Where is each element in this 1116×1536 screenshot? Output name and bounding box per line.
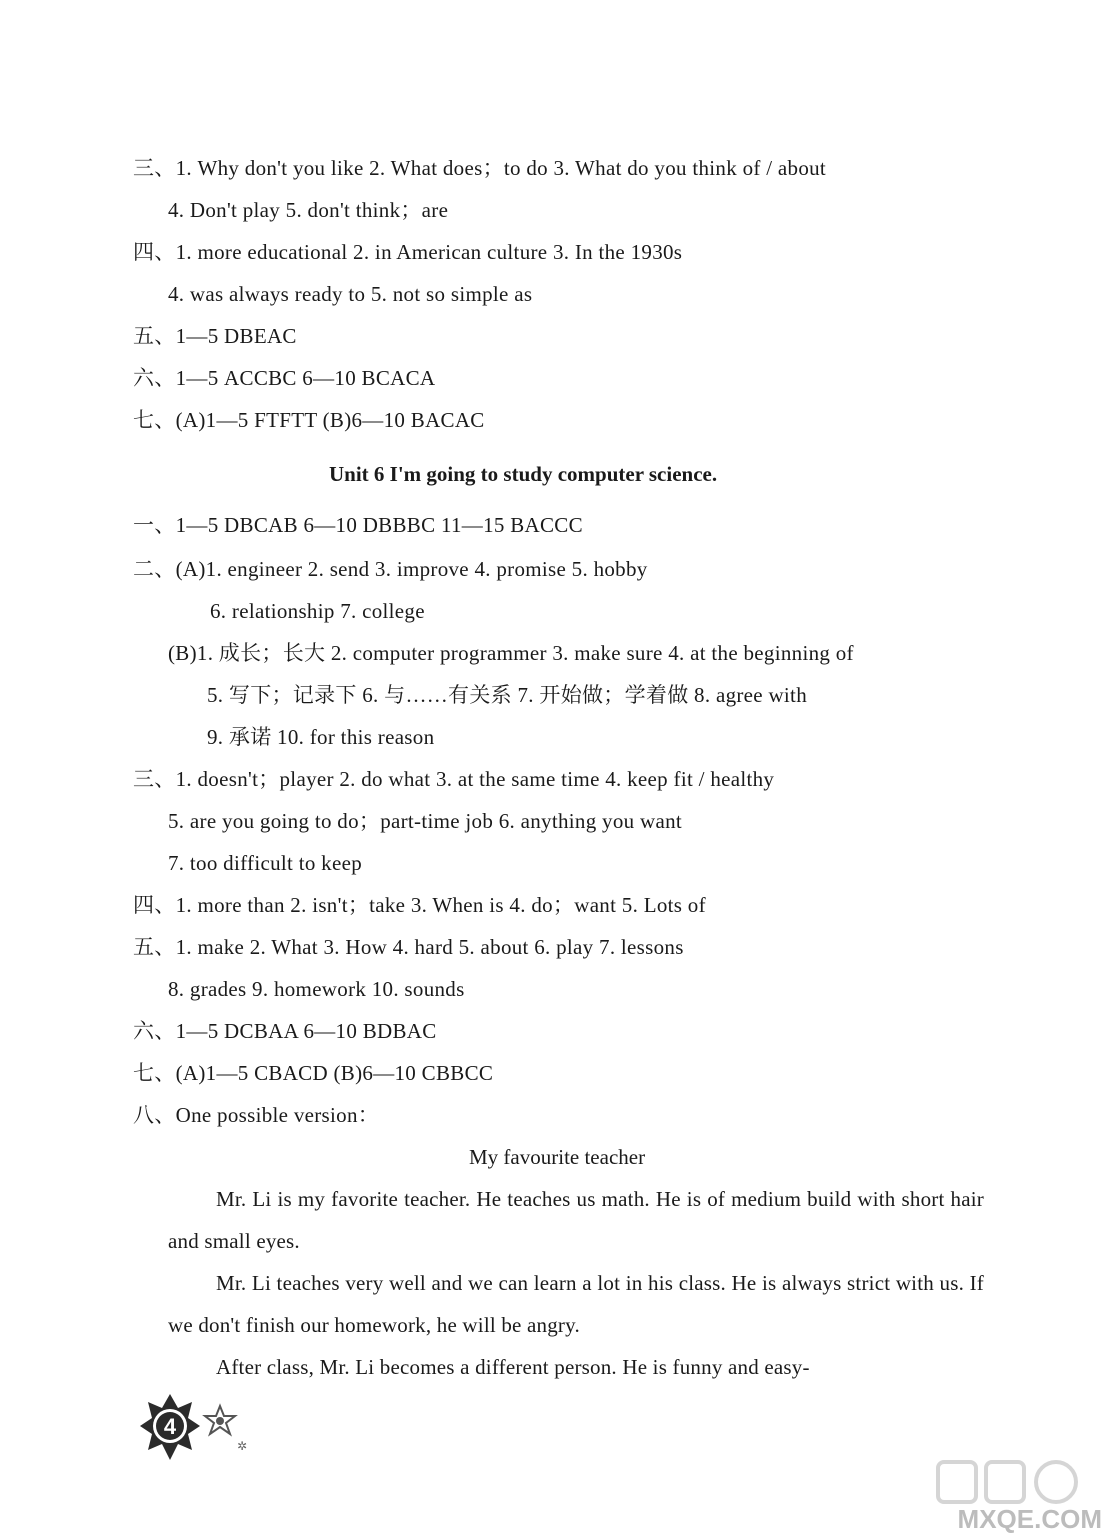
unit6-section-3-cont: 5. are you going to do；part-time job 6. anything you want: [168, 809, 683, 833]
unit6-section-2a-cont: 6. relationship 7. college: [210, 599, 425, 623]
unit-title: Unit 6 I'm going to study computer science.: [329, 462, 718, 486]
unit6-section-3-cont2: 7. too difficult to keep: [168, 851, 363, 875]
unit6-section-5-cont: 8. grades 9. homework 10. sounds: [168, 977, 465, 1001]
watermark-glyph-icon: [938, 1462, 1076, 1502]
unit6-section-6: 六、1—5 DCBAA 6—10 BDBAC: [133, 1019, 437, 1043]
section-3-line-cont: 4. Don't play 5. don't think；are: [168, 198, 449, 222]
unit6-section-2a: 二、(A)1. engineer 2. send 3. improve 4. promise 5. hobby: [133, 557, 648, 581]
page-number: 4: [163, 1414, 177, 1439]
section-4-line-cont: 4. was always ready to 5. not so simple as: [168, 282, 533, 306]
small-star-icon: ✲: [237, 1439, 248, 1453]
star-icon: [205, 1406, 235, 1434]
section-6-line: 六、1—5 ACCBC 6—10 BCACA: [133, 366, 436, 390]
unit6-section-5: 五、1. make 2. What 3. How 4. hard 5. about 6. play 7. lessons: [133, 935, 684, 959]
unit6-section-2b-cont2: 9. 承诺 10. for this reason: [207, 725, 435, 749]
essay-paragraph-3: After class, Mr. Li becomes a different person. He is funny and easy-: [216, 1355, 810, 1379]
essay-paragraph-2: Mr. Li teaches very well and we can learn a lot in his class. He is always strict with us. If we don't finish our homework, he will be angry.: [168, 1271, 984, 1337]
unit6-section-4: 四、1. more than 2. isn't；take 3. When is 4. do；want 5. Lots of: [133, 893, 706, 917]
unit6-section-2b-cont: 5. 写下；记录下 6. 与……有关系 7. 开始做；学着做 8. agree with: [207, 683, 807, 707]
page-number-badge: [140, 1388, 260, 1468]
unit6-section-3: 三、1. doesn't；player 2. do what 3. at the same time 4. keep fit / healthy: [133, 767, 775, 791]
section-5-line: 五、1—5 DBEAC: [133, 324, 297, 348]
unit6-section-1: 一、1—5 DBCAB 6—10 DBBBC 11—15 BACCC: [133, 513, 583, 537]
essay-title: My favourite teacher: [469, 1145, 646, 1169]
unit6-section-2b: (B)1. 成长；长大 2. computer programmer 3. make sure 4. at the beginning of: [168, 641, 854, 665]
section-7-line: 七、(A)1—5 FTFTT (B)6—10 BACAC: [133, 408, 485, 432]
section-4-line: 四、1. more educational 2. in American culture 3. In the 1930s: [133, 240, 683, 264]
watermark-logo: [868, 1458, 1108, 1534]
unit6-section-7: 七、(A)1—5 CBACD (B)6—10 CBBCC: [133, 1061, 494, 1085]
section-3-line: 三、1. Why don't you like 2. What does；to do 3. What do you think of / about: [133, 156, 827, 180]
watermark-text: MXQE.COM: [957, 1504, 1102, 1534]
unit6-section-8: 八、One possible version：: [133, 1103, 380, 1127]
essay-paragraph-1: Mr. Li is my favorite teacher. He teaches us math. He is of medium build with short hair and small eyes.: [168, 1187, 984, 1253]
